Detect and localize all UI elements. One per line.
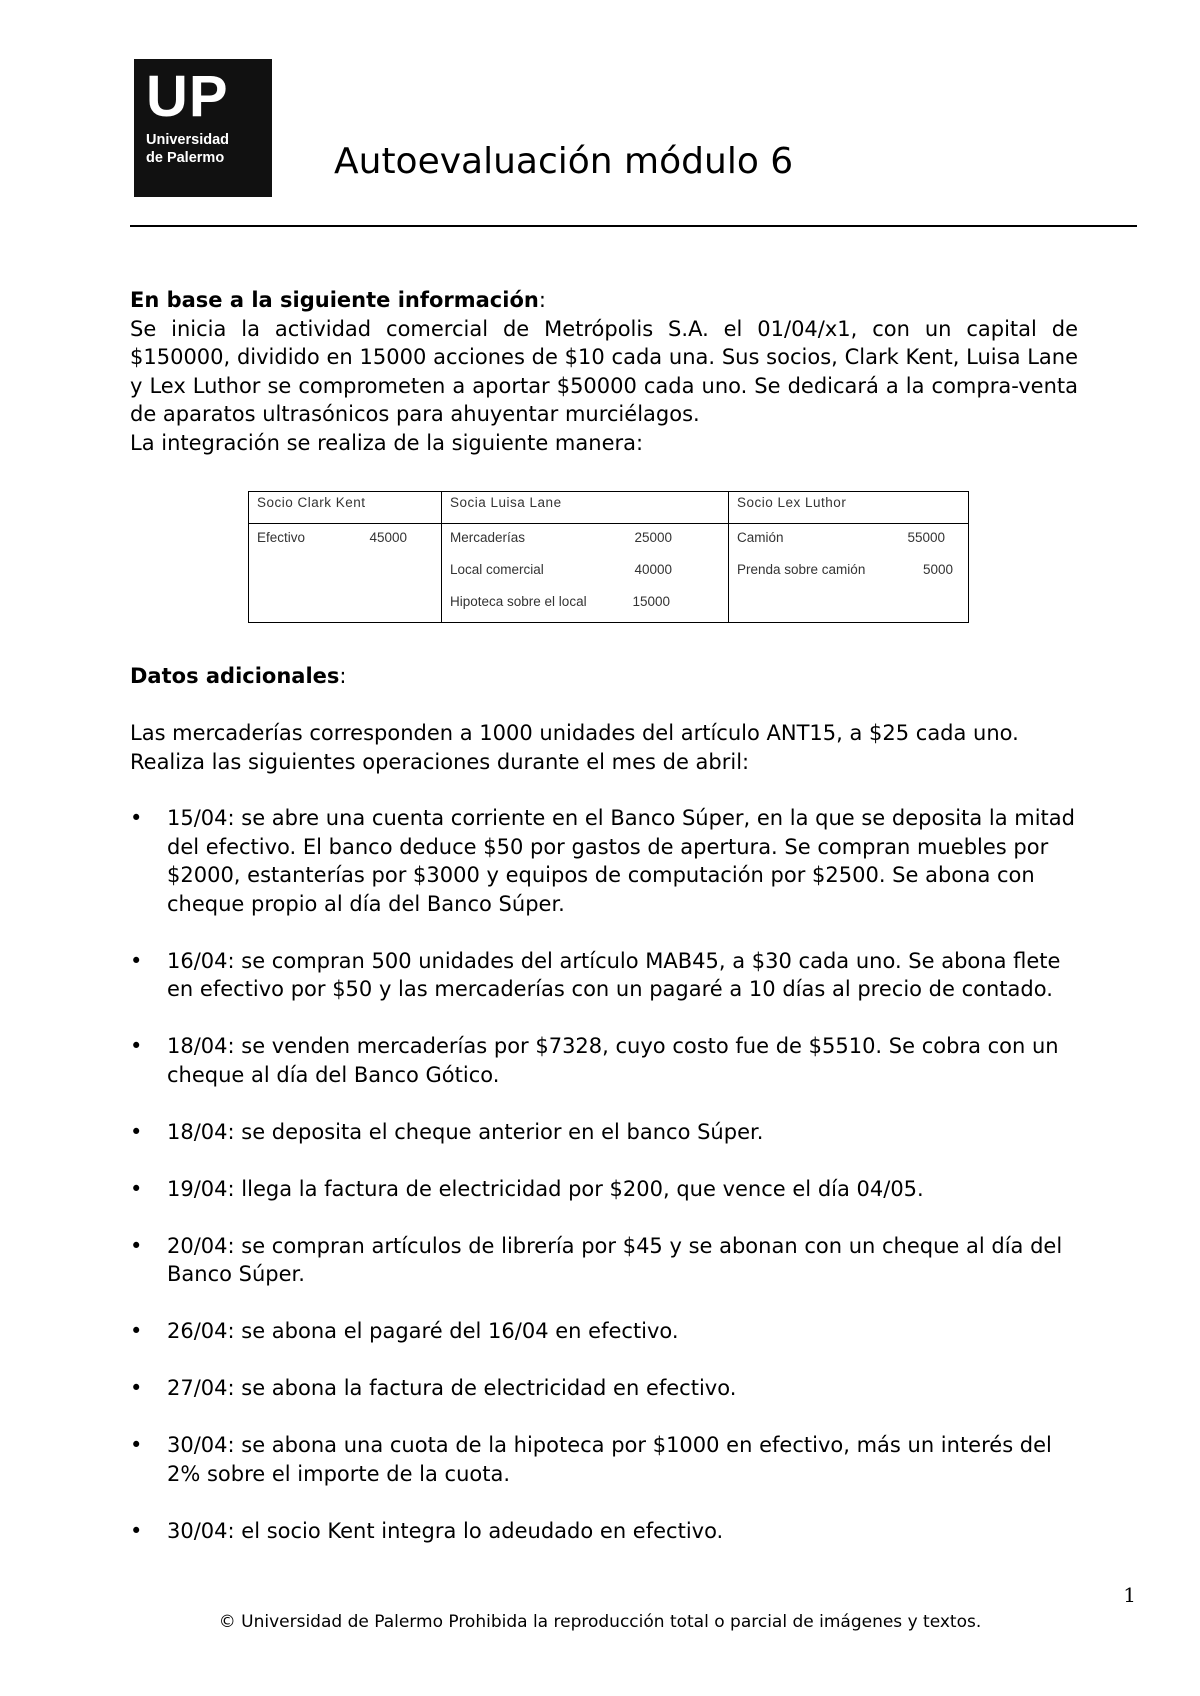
contribution-label: Mercaderías xyxy=(450,530,526,545)
list-item: • 26/04: se abona el pagaré del 16/04 en efectivo. xyxy=(130,1317,1078,1346)
list-item: • 27/04: se abona la factura de electricidad en efectivo. xyxy=(130,1374,1078,1403)
column-header: Socia Luisa Lane xyxy=(442,492,728,524)
copyright-footer: © Universidad de Palermo Prohibida la reproducción total o parcial de imágenes y textos. xyxy=(218,1612,982,1632)
contribution-row xyxy=(737,560,953,592)
additional-line-2: Realiza las siguientes operaciones durante el mes de abril: xyxy=(130,749,750,774)
university-logo xyxy=(134,59,272,197)
contribution-label: Local comercial xyxy=(450,562,544,577)
logo-line-1: Universidad xyxy=(146,132,229,148)
integration-line: La integración se realiza de la siguiente manera: xyxy=(130,430,644,455)
list-item: • 19/04: llega la factura de electricidad por $200, que vence el día 04/05. xyxy=(130,1175,1078,1204)
additional-heading-colon: : xyxy=(339,664,347,688)
contribution-value: 45000 xyxy=(369,530,407,545)
list-item: • 16/04: se compran 500 unidades del artículo MAB45, a $30 cada uno. Se abona flete en efectivo por $50 y las mercaderías con un pagaré a 10 días al precio de contado. xyxy=(130,947,1078,1004)
header-divider xyxy=(130,225,1137,227)
additional-section xyxy=(130,662,1078,1574)
logo-mark: UP xyxy=(146,64,229,129)
contribution-value: 15000 xyxy=(632,594,670,609)
contribution-value: 55000 xyxy=(907,530,945,545)
list-item: • 18/04: se deposita el cheque anterior en el banco Súper. xyxy=(130,1118,1078,1147)
list-item: • 18/04: se venden mercaderías por $7328, cuyo costo fue de $5510. Se cobra con un cheque al día del Banco Gótico. xyxy=(130,1032,1078,1089)
column-header: Socio Clark Kent xyxy=(249,492,441,524)
list-item: • 15/04: se abre una cuenta corriente en el Banco Súper, en la que se deposita la mitad del efectivo. El banco deduce $50 por gastos de apertura. Se compran muebles por $2000, estanterías por $3000 y equipos de computación por $2500. Se abona con cheque propio al día del Banco Súper. xyxy=(130,804,1078,918)
list-item: • 30/04: el socio Kent integra lo adeudado en efectivo. xyxy=(130,1517,1078,1546)
intro-heading-colon: : xyxy=(538,288,546,312)
page-number: 1 xyxy=(1123,1583,1136,1607)
operations-list xyxy=(130,804,1078,1545)
contribution-row xyxy=(450,592,670,624)
contribution-value: 40000 xyxy=(634,562,672,577)
contribution-row xyxy=(257,528,407,560)
contribution-label: Camión xyxy=(737,530,784,545)
contribution-label: Hipoteca sobre el local xyxy=(450,594,587,609)
additional-line-1: Las mercaderías corresponden a 1000 unidades del artículo ANT15, a $25 cada uno. xyxy=(130,721,1019,745)
contribution-value: 25000 xyxy=(634,530,672,545)
intro-paragraph: Se inicia la actividad comercial de Metrópolis S.A. el 01/04/x1, con un capital de $150000, dividido en 15000 acciones de $10 cada una. Sus socios, Clark Kent, Luisa Lane y Lex Luthor se comprometen a aportar $50000 cada uno. Se dedicará a la compra-venta de aparatos ultrasónicos para ahuyentar murciélagos. xyxy=(130,316,1078,426)
contribution-row xyxy=(450,528,672,560)
column-header: Socio Lex Luthor xyxy=(729,492,968,524)
contribution-row xyxy=(737,528,945,560)
additional-heading-line xyxy=(130,662,1078,691)
list-item: • 30/04: se abona una cuota de la hipoteca por $1000 en efectivo, más un interés del 2% sobre el importe de la cuota. xyxy=(130,1431,1078,1488)
contribution-column-kent xyxy=(249,492,442,622)
contribution-label: Prenda sobre camión xyxy=(737,562,866,577)
additional-heading: Datos adicionales xyxy=(130,664,340,688)
intro-heading: En base a la siguiente información xyxy=(130,288,539,312)
contribution-column-luthor xyxy=(729,492,968,622)
contribution-label: Efectivo xyxy=(257,530,306,545)
page-title: Autoevaluación módulo 6 xyxy=(334,141,794,182)
list-item: • 20/04: se compran artículos de librería por $45 y se abonan con un cheque al día del Banco Súper. xyxy=(130,1232,1078,1289)
intro-heading-line xyxy=(130,286,1078,315)
contributions-table xyxy=(248,491,969,623)
contribution-row xyxy=(450,560,672,592)
contribution-column-lane xyxy=(442,492,729,622)
contribution-value: 5000 xyxy=(922,562,953,577)
intro-section xyxy=(130,286,1078,457)
logo-line-2: de Palermo xyxy=(146,150,225,166)
